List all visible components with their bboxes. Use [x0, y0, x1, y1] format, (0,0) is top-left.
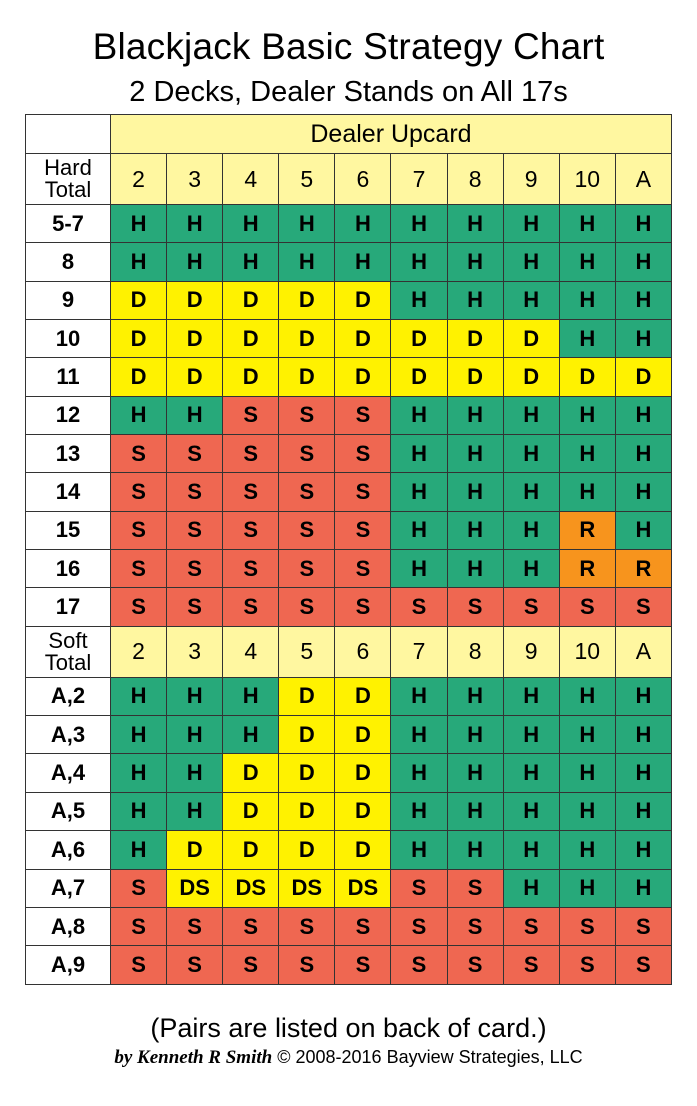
action-cell: S: [111, 907, 167, 945]
action-cell: D: [503, 358, 559, 396]
hand-total-label: A,3: [26, 716, 111, 754]
action-cell: D: [223, 754, 279, 792]
action-cell: H: [223, 243, 279, 281]
soft-upcard-row: [26, 626, 672, 677]
action-cell: S: [559, 946, 615, 984]
action-cell: S: [111, 946, 167, 984]
action-cell: H: [559, 831, 615, 869]
action-cell: S: [335, 550, 391, 588]
upcard-a: A: [615, 626, 671, 677]
action-cell: S: [391, 946, 447, 984]
action-cell: H: [503, 550, 559, 588]
hand-total-label: A,8: [26, 907, 111, 945]
action-cell: H: [559, 716, 615, 754]
table-row: [26, 473, 672, 511]
soft-total-label: [26, 626, 111, 677]
action-cell: S: [167, 588, 223, 626]
action-cell: R: [615, 550, 671, 588]
strategy-chart-body: [26, 115, 672, 985]
table-row: [26, 243, 672, 281]
table-row: [26, 281, 672, 319]
action-cell: H: [615, 435, 671, 473]
action-cell: S: [615, 907, 671, 945]
action-cell: D: [335, 754, 391, 792]
action-cell: H: [503, 435, 559, 473]
upcard-9: 9: [503, 626, 559, 677]
hand-total-label: A,7: [26, 869, 111, 907]
action-cell: H: [391, 243, 447, 281]
hand-total-label: A,6: [26, 831, 111, 869]
action-cell: S: [279, 511, 335, 549]
action-cell: S: [615, 588, 671, 626]
action-cell: D: [335, 677, 391, 715]
action-cell: S: [167, 473, 223, 511]
action-cell: H: [167, 243, 223, 281]
action-cell: H: [559, 396, 615, 434]
action-cell: H: [111, 396, 167, 434]
action-cell: S: [335, 396, 391, 434]
action-cell: S: [223, 550, 279, 588]
table-row: [26, 588, 672, 626]
action-cell: H: [503, 243, 559, 281]
table-row: [26, 511, 672, 549]
action-cell: H: [559, 869, 615, 907]
action-cell: H: [167, 677, 223, 715]
action-cell: H: [391, 281, 447, 319]
action-cell: H: [111, 243, 167, 281]
action-cell: S: [447, 946, 503, 984]
action-cell: H: [391, 550, 447, 588]
action-cell: S: [167, 435, 223, 473]
table-row: [26, 435, 672, 473]
action-cell: H: [559, 792, 615, 830]
action-cell: H: [503, 281, 559, 319]
action-cell: D: [391, 358, 447, 396]
action-cell: H: [167, 754, 223, 792]
action-cell: H: [615, 281, 671, 319]
corner-cell: [26, 115, 111, 154]
action-cell: H: [111, 831, 167, 869]
action-cell: S: [279, 473, 335, 511]
action-cell: H: [559, 205, 615, 243]
action-cell: D: [559, 358, 615, 396]
action-cell: H: [391, 473, 447, 511]
action-cell: D: [223, 358, 279, 396]
action-cell: H: [279, 243, 335, 281]
action-cell: S: [223, 396, 279, 434]
action-cell: H: [447, 243, 503, 281]
action-cell: D: [167, 320, 223, 358]
upcard-7: 7: [391, 626, 447, 677]
hand-total-label: A,2: [26, 677, 111, 715]
action-cell: H: [615, 831, 671, 869]
action-cell: H: [223, 677, 279, 715]
action-cell: H: [391, 677, 447, 715]
table-row: [26, 320, 672, 358]
action-cell: H: [503, 754, 559, 792]
action-cell: D: [279, 320, 335, 358]
upcard-8: 8: [447, 154, 503, 205]
hand-total-label: 13: [26, 435, 111, 473]
action-cell: S: [223, 473, 279, 511]
action-cell: D: [167, 281, 223, 319]
action-cell: D: [279, 754, 335, 792]
action-cell: H: [615, 396, 671, 434]
author-credit: by Kenneth R Smith: [114, 1047, 273, 1068]
action-cell: D: [223, 792, 279, 830]
hand-total-label: A,5: [26, 792, 111, 830]
action-cell: D: [447, 358, 503, 396]
action-cell: S: [503, 946, 559, 984]
action-cell: S: [279, 907, 335, 945]
upcard-3: 3: [167, 626, 223, 677]
upcard-7: 7: [391, 154, 447, 205]
action-cell: H: [111, 716, 167, 754]
table-row: [26, 358, 672, 396]
action-cell: H: [447, 435, 503, 473]
action-cell: H: [167, 396, 223, 434]
action-cell: H: [559, 754, 615, 792]
soft-label-line2: Total: [44, 649, 92, 675]
action-cell: S: [223, 946, 279, 984]
table-row: [26, 550, 672, 588]
action-cell: D: [335, 320, 391, 358]
action-cell: D: [111, 320, 167, 358]
action-cell: S: [279, 946, 335, 984]
action-cell: H: [503, 205, 559, 243]
action-cell: H: [559, 473, 615, 511]
action-cell: DS: [223, 869, 279, 907]
action-cell: S: [615, 946, 671, 984]
action-cell: H: [503, 473, 559, 511]
table-row: [26, 869, 672, 907]
action-cell: S: [447, 869, 503, 907]
hard-label-line2: Total: [44, 177, 92, 202]
action-cell: H: [391, 511, 447, 549]
action-cell: S: [391, 588, 447, 626]
action-cell: S: [335, 588, 391, 626]
action-cell: H: [559, 677, 615, 715]
action-cell: D: [503, 320, 559, 358]
action-cell: D: [223, 281, 279, 319]
action-cell: S: [279, 396, 335, 434]
hand-total-label: 5-7: [26, 205, 111, 243]
table-row: [26, 396, 672, 434]
action-cell: D: [391, 320, 447, 358]
action-cell: H: [615, 754, 671, 792]
action-cell: H: [503, 677, 559, 715]
hand-total-label: 17: [26, 588, 111, 626]
strategy-chart-table: [25, 114, 672, 985]
upcard-10: 10: [559, 626, 615, 677]
action-cell: H: [447, 511, 503, 549]
action-cell: S: [391, 869, 447, 907]
action-cell: H: [615, 677, 671, 715]
action-cell: H: [223, 716, 279, 754]
action-cell: H: [447, 473, 503, 511]
action-cell: S: [279, 550, 335, 588]
action-cell: S: [279, 588, 335, 626]
action-cell: D: [335, 792, 391, 830]
action-cell: D: [279, 831, 335, 869]
action-cell: H: [615, 320, 671, 358]
action-cell: H: [111, 205, 167, 243]
table-row: [26, 716, 672, 754]
action-cell: H: [615, 869, 671, 907]
action-cell: D: [111, 358, 167, 396]
action-cell: H: [335, 243, 391, 281]
action-cell: H: [503, 792, 559, 830]
action-cell: R: [559, 511, 615, 549]
hard-total-label: [26, 154, 111, 205]
upcard-4: 4: [223, 626, 279, 677]
action-cell: H: [503, 716, 559, 754]
hard-upcard-row: [26, 154, 672, 205]
page-subtitle: 2 Decks, Dealer Stands on All 17s: [129, 76, 568, 108]
action-cell: H: [391, 716, 447, 754]
action-cell: D: [615, 358, 671, 396]
action-cell: H: [391, 754, 447, 792]
soft-label-line1: Soft: [48, 627, 88, 653]
action-cell: S: [223, 435, 279, 473]
action-cell: S: [559, 907, 615, 945]
action-cell: H: [391, 435, 447, 473]
table-row: [26, 754, 672, 792]
table-row: [26, 677, 672, 715]
hard-label-line1: Hard: [44, 155, 92, 180]
action-cell: S: [167, 550, 223, 588]
action-cell: H: [503, 831, 559, 869]
action-cell: D: [279, 281, 335, 319]
hand-total-label: A,9: [26, 946, 111, 984]
action-cell: H: [447, 754, 503, 792]
upcard-6: 6: [335, 626, 391, 677]
action-cell: H: [447, 792, 503, 830]
action-cell: H: [391, 792, 447, 830]
upcard-2: 2: [111, 626, 167, 677]
action-cell: S: [335, 946, 391, 984]
action-cell: S: [223, 907, 279, 945]
action-cell: S: [503, 907, 559, 945]
action-cell: H: [111, 677, 167, 715]
action-cell: D: [447, 320, 503, 358]
action-cell: H: [447, 281, 503, 319]
action-cell: H: [615, 473, 671, 511]
pairs-footnote: (Pairs are listed on back of card.): [150, 1013, 547, 1043]
upcard-6: 6: [335, 154, 391, 205]
action-cell: H: [447, 831, 503, 869]
dealer-header-row: [26, 115, 672, 154]
action-cell: S: [111, 511, 167, 549]
table-row: [26, 831, 672, 869]
table-row: [26, 907, 672, 945]
action-cell: H: [447, 396, 503, 434]
action-cell: S: [167, 946, 223, 984]
action-cell: H: [615, 205, 671, 243]
upcard-4: 4: [223, 154, 279, 205]
action-cell: DS: [335, 869, 391, 907]
action-cell: H: [335, 205, 391, 243]
action-cell: D: [335, 716, 391, 754]
action-cell: H: [615, 792, 671, 830]
action-cell: H: [559, 243, 615, 281]
action-cell: S: [111, 588, 167, 626]
action-cell: D: [167, 358, 223, 396]
action-cell: H: [167, 205, 223, 243]
action-cell: D: [335, 358, 391, 396]
action-cell: H: [447, 716, 503, 754]
action-cell: D: [279, 358, 335, 396]
action-cell: H: [503, 511, 559, 549]
action-cell: H: [111, 792, 167, 830]
action-cell: R: [559, 550, 615, 588]
upcard-3: 3: [167, 154, 223, 205]
action-cell: DS: [279, 869, 335, 907]
action-cell: H: [391, 205, 447, 243]
action-cell: D: [279, 716, 335, 754]
upcard-5: 5: [279, 154, 335, 205]
hand-total-label: 15: [26, 511, 111, 549]
action-cell: S: [559, 588, 615, 626]
action-cell: H: [503, 869, 559, 907]
action-cell: S: [111, 435, 167, 473]
action-cell: H: [279, 205, 335, 243]
action-cell: S: [111, 550, 167, 588]
hand-total-label: 11: [26, 358, 111, 396]
action-cell: H: [615, 511, 671, 549]
action-cell: S: [335, 473, 391, 511]
hand-total-label: 8: [26, 243, 111, 281]
dealer-upcard-header: Dealer Upcard: [111, 115, 672, 154]
action-cell: D: [167, 831, 223, 869]
action-cell: H: [503, 396, 559, 434]
action-cell: H: [559, 320, 615, 358]
table-row: [26, 946, 672, 984]
action-cell: H: [167, 716, 223, 754]
action-cell: S: [167, 907, 223, 945]
action-cell: S: [447, 588, 503, 626]
action-cell: S: [279, 435, 335, 473]
action-cell: S: [111, 869, 167, 907]
action-cell: S: [335, 907, 391, 945]
table-row: [26, 792, 672, 830]
upcard-2: 2: [111, 154, 167, 205]
action-cell: S: [111, 473, 167, 511]
hand-total-label: 14: [26, 473, 111, 511]
action-cell: S: [167, 511, 223, 549]
hand-total-label: A,4: [26, 754, 111, 792]
action-cell: D: [335, 831, 391, 869]
upcard-9: 9: [503, 154, 559, 205]
action-cell: DS: [167, 869, 223, 907]
action-cell: H: [447, 677, 503, 715]
action-cell: H: [615, 243, 671, 281]
action-cell: H: [391, 831, 447, 869]
action-cell: H: [615, 716, 671, 754]
action-cell: S: [223, 588, 279, 626]
action-cell: S: [391, 907, 447, 945]
action-cell: S: [223, 511, 279, 549]
action-cell: H: [223, 205, 279, 243]
upcard-a: A: [615, 154, 671, 205]
action-cell: D: [223, 320, 279, 358]
table-row: [26, 205, 672, 243]
action-cell: S: [335, 435, 391, 473]
action-cell: H: [447, 205, 503, 243]
action-cell: D: [279, 792, 335, 830]
copyright-notice: © 2008-2016 Bayview Strategies, LLC: [277, 1047, 583, 1067]
action-cell: S: [335, 511, 391, 549]
byline: [0, 1046, 697, 1069]
upcard-8: 8: [447, 626, 503, 677]
hand-total-label: 16: [26, 550, 111, 588]
action-cell: H: [167, 792, 223, 830]
upcard-5: 5: [279, 626, 335, 677]
page-title: Blackjack Basic Strategy Chart: [92, 26, 605, 67]
action-cell: H: [447, 550, 503, 588]
action-cell: D: [335, 281, 391, 319]
action-cell: H: [391, 396, 447, 434]
action-cell: S: [503, 588, 559, 626]
hand-total-label: 9: [26, 281, 111, 319]
action-cell: D: [111, 281, 167, 319]
hand-total-label: 12: [26, 396, 111, 434]
upcard-10: 10: [559, 154, 615, 205]
action-cell: H: [559, 281, 615, 319]
action-cell: D: [223, 831, 279, 869]
action-cell: D: [279, 677, 335, 715]
action-cell: H: [111, 754, 167, 792]
hand-total-label: 10: [26, 320, 111, 358]
action-cell: H: [559, 435, 615, 473]
action-cell: S: [447, 907, 503, 945]
